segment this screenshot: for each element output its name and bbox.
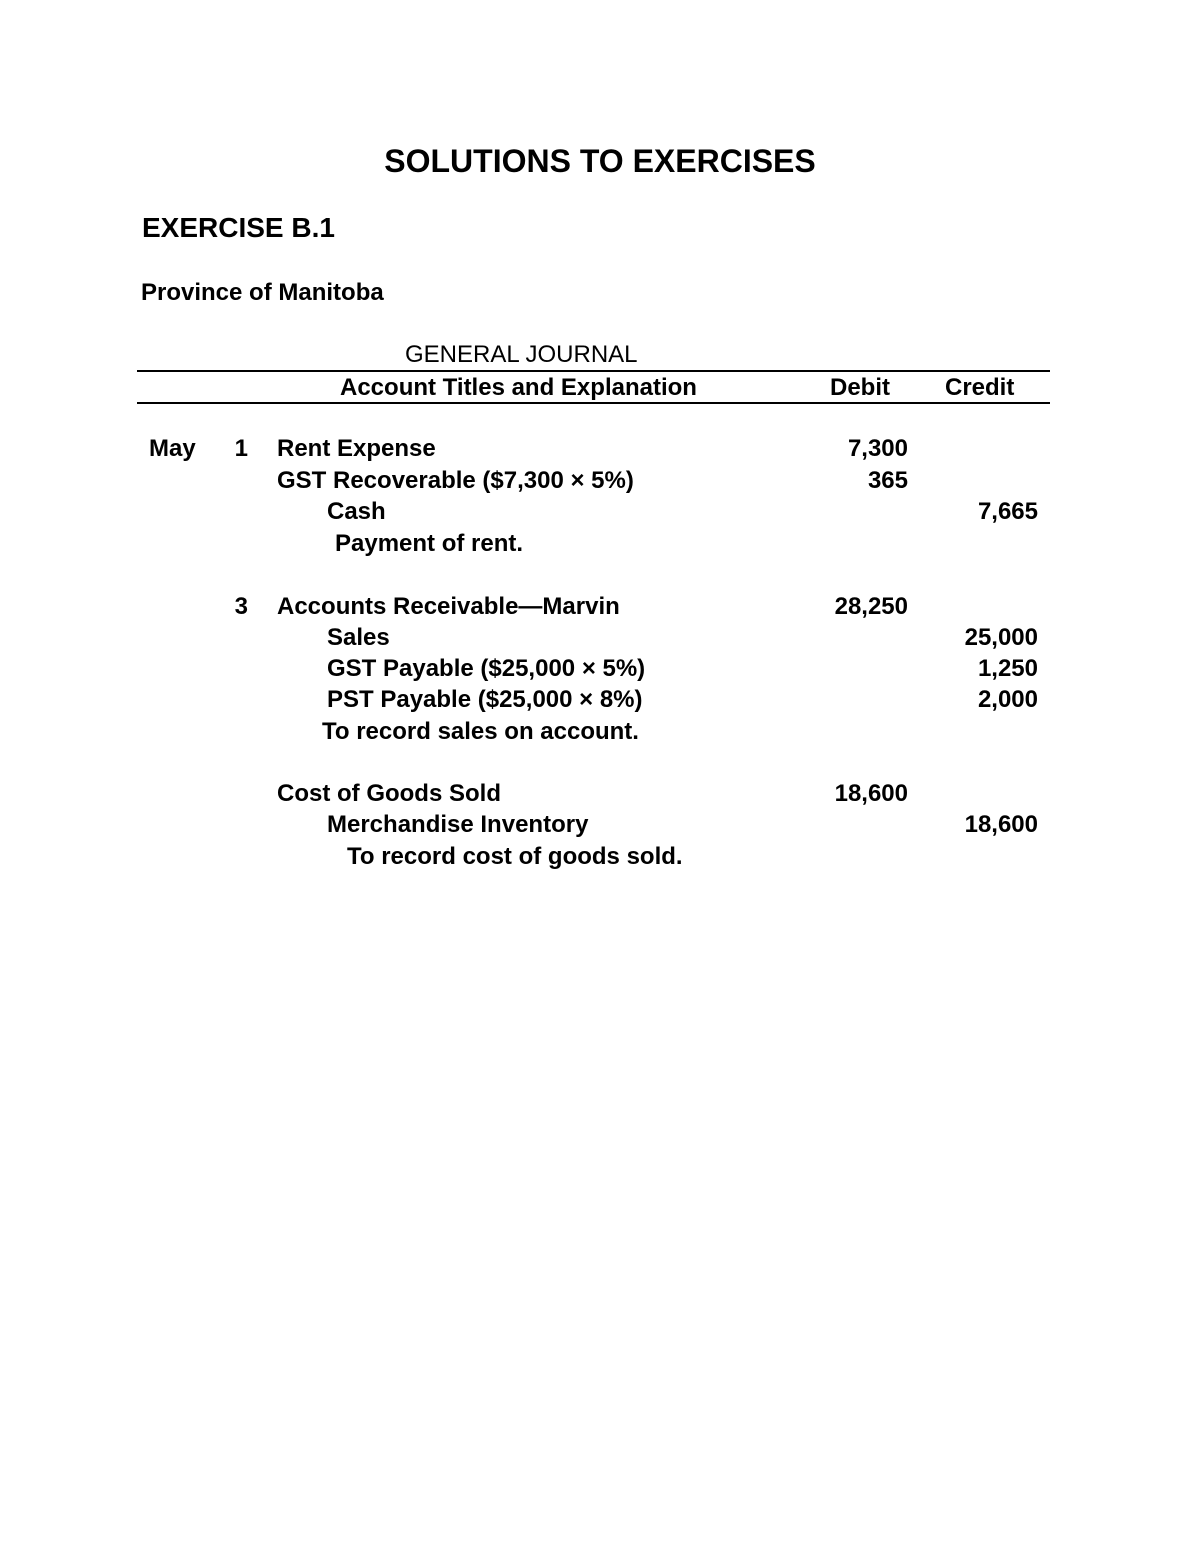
journal-row bbox=[0, 688, 1200, 719]
column-header-credit: Credit bbox=[945, 374, 1015, 401]
header-top-rule bbox=[137, 370, 1050, 372]
debit-amount: 18,600 bbox=[834, 780, 908, 807]
exercise-heading: EXERCISE B.1 bbox=[142, 212, 335, 243]
journal-row bbox=[0, 532, 1200, 563]
account-title: GST Recoverable ($7,300 × 5%) bbox=[277, 467, 634, 494]
journal-row bbox=[0, 500, 1200, 531]
journal-row bbox=[0, 469, 1200, 500]
account-title: PST Payable ($25,000 × 8%) bbox=[327, 686, 643, 713]
province-subtitle: Province of Manitoba bbox=[141, 279, 384, 306]
journal-row bbox=[0, 626, 1200, 657]
account-title: Accounts Receivable—Marvin bbox=[277, 593, 620, 620]
account-title: Cost of Goods Sold bbox=[277, 780, 501, 807]
entry-explanation: Payment of rent. bbox=[335, 530, 524, 557]
journal-row bbox=[0, 657, 1200, 688]
entry-day: 3 bbox=[234, 593, 248, 620]
page-title: SOLUTIONS TO EXERCISES bbox=[384, 143, 816, 179]
journal-row bbox=[0, 595, 1200, 626]
account-title: Rent Expense bbox=[277, 435, 436, 462]
debit-amount: 28,250 bbox=[834, 593, 908, 620]
header-bottom-rule bbox=[137, 402, 1050, 404]
account-title: GST Payable ($25,000 × 5%) bbox=[327, 655, 646, 682]
entry-explanation: To record sales on account. bbox=[322, 718, 639, 745]
account-title: Sales bbox=[327, 624, 390, 651]
journal-row bbox=[0, 437, 1200, 468]
entry-day: 1 bbox=[234, 435, 248, 462]
debit-amount: 365 bbox=[867, 467, 908, 494]
entry-month: May bbox=[149, 435, 196, 462]
journal-row bbox=[0, 782, 1200, 813]
credit-amount: 25,000 bbox=[964, 624, 1038, 651]
debit-amount: 7,300 bbox=[847, 435, 908, 462]
account-title: Merchandise Inventory bbox=[327, 811, 589, 838]
journal-row bbox=[0, 845, 1200, 876]
column-header-debit: Debit bbox=[830, 374, 890, 401]
credit-amount: 2,000 bbox=[977, 686, 1038, 713]
journal-row bbox=[0, 813, 1200, 844]
credit-amount: 18,600 bbox=[964, 811, 1038, 838]
credit-amount: 1,250 bbox=[977, 655, 1038, 682]
credit-amount: 7,665 bbox=[977, 498, 1038, 525]
entry-explanation: To record cost of goods sold. bbox=[347, 843, 683, 870]
journal-heading: GENERAL JOURNAL bbox=[405, 341, 638, 368]
account-title: Cash bbox=[327, 498, 386, 525]
column-header-account: Account Titles and Explanation bbox=[340, 374, 697, 401]
journal-row bbox=[0, 720, 1200, 751]
